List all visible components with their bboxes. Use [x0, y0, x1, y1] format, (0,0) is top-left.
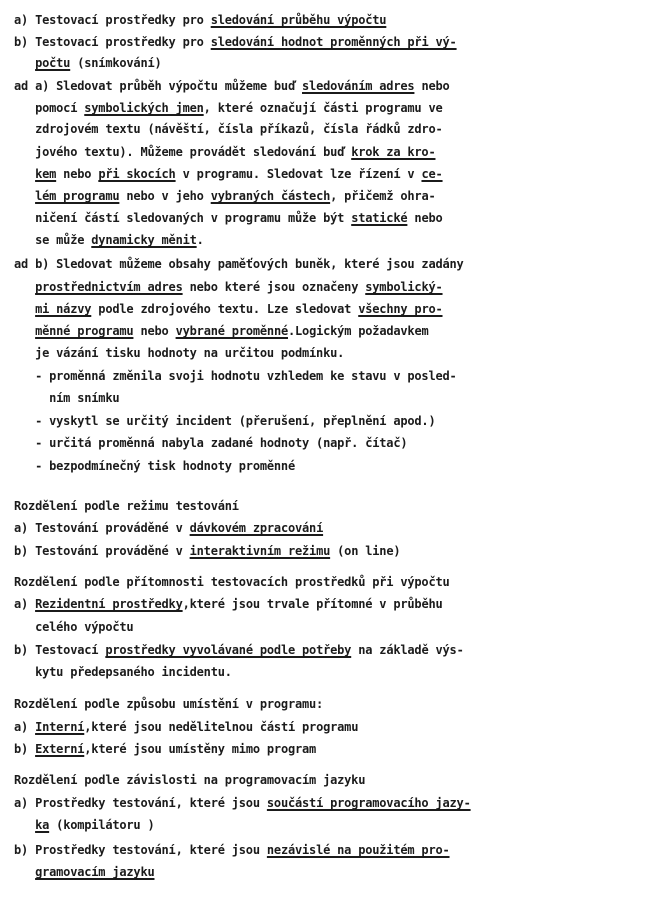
text-line [14, 119, 443, 141]
underlined-term: ka [35, 818, 50, 832]
text-segment: jového textu). Můžeme provádět sledování buď [14, 145, 352, 159]
text-segment: nebo [56, 167, 99, 181]
text-segment: , přičemž ohra- [330, 189, 436, 203]
text-segment: nebo které jsou označeny [182, 280, 366, 294]
underlined-term: gramovacím jazyku [35, 865, 155, 879]
underlined-term: prostřednictvím adres [35, 280, 183, 294]
underlined-term: krok za kro- [351, 145, 436, 159]
text-line [14, 541, 400, 563]
text-line [14, 254, 464, 276]
underlined-term: sledováním adres [302, 79, 415, 93]
underlined-term: ce- [421, 167, 443, 181]
underlined-term: počtu [35, 56, 71, 70]
text-segment: ad b) Sledovat můžeme obsahy paměťových buněk, které jsou zadány [14, 257, 464, 271]
text-line [14, 366, 457, 388]
text-line [14, 10, 386, 32]
text-line [14, 142, 435, 164]
text-segment [14, 280, 35, 294]
text-segment [14, 167, 35, 181]
text-segment: ad a) Sledovat průběh výpočtu můžeme buď [14, 79, 303, 93]
text-line [14, 518, 323, 540]
underlined-term: statické [351, 211, 408, 225]
underlined-term: kem [35, 167, 57, 181]
text-line [14, 617, 133, 639]
text-segment: (on line) [330, 544, 401, 558]
text-segment: se může [14, 233, 92, 247]
text-line [14, 840, 450, 862]
text-line [14, 815, 155, 837]
text-segment [14, 56, 35, 70]
underlined-term: lém programu [35, 189, 120, 203]
text-segment: Rozdělení podle přítomnosti testovacích prostředků při výpočtu [14, 575, 450, 589]
text-segment: a) [14, 597, 36, 611]
underlined-term: vybrané proměnné [175, 324, 288, 338]
underlined-term: Externí [35, 742, 85, 756]
text-segment: Rozdělení podle způsobu umístění v programu: [14, 697, 324, 711]
text-line [14, 321, 429, 343]
underlined-term: Interní [35, 720, 85, 734]
underlined-term: součástí programovacího jazy- [266, 796, 471, 810]
underlined-term: sledování hodnot proměnných při vý- [210, 35, 457, 49]
text-segment: Rozdělení podle závislosti na programovacím jazyku [14, 773, 366, 787]
text-segment: zdrojovém textu (návěští, čísla příkazů, čísla řádků zdro- [14, 122, 443, 136]
text-segment: ,které jsou nedělitelnou částí programu [84, 720, 359, 734]
text-segment: .Logickým požadavkem [288, 324, 429, 338]
text-line [14, 76, 450, 98]
text-segment: - bezpodmínečný tisk hodnoty proměnné [14, 459, 295, 473]
text-line [14, 594, 443, 616]
text-segment: - určitá proměnná nabyla zadané hodnoty (např. čítač) [14, 436, 408, 450]
text-line [14, 496, 239, 518]
text-segment: a) Testování prováděné v [14, 521, 190, 535]
text-line [14, 411, 435, 433]
text-segment: ním snímku [14, 391, 120, 405]
text-segment: . [196, 233, 204, 247]
text-segment: b) [14, 742, 36, 756]
text-segment: - vyskytl se určitý incident (přerušení, přeplnění apod.) [14, 414, 436, 428]
underlined-term: nezávislé na použitém pro- [266, 843, 450, 857]
text-line [14, 277, 443, 299]
text-line [14, 640, 464, 662]
underlined-term: dynamicky měnit [91, 233, 197, 247]
text-line [14, 572, 450, 594]
text-line [14, 208, 443, 230]
text-line [14, 433, 407, 455]
text-line [14, 32, 457, 54]
underlined-term: interaktivním režimu [189, 544, 331, 558]
text-segment: nebo [407, 211, 443, 225]
text-line [14, 793, 471, 815]
text-segment [14, 865, 35, 879]
text-segment [14, 302, 35, 316]
text-line [14, 388, 119, 410]
text-line [14, 343, 344, 365]
text-segment: ničení částí sledovaných v programu může být [14, 211, 352, 225]
underlined-term: symbolických jmen [84, 101, 204, 115]
text-segment: (snímkování) [70, 56, 162, 70]
underlined-term: při skocích [98, 167, 176, 181]
text-line [14, 164, 443, 186]
text-segment: podle zdrojového textu. Lze sledovat [91, 302, 359, 316]
text-line [14, 186, 436, 208]
text-line [14, 53, 162, 75]
text-segment: b) Testování prováděné v [14, 544, 190, 558]
text-segment: (kompilátoru ) [49, 818, 155, 832]
underlined-term: vybraných částech [210, 189, 331, 203]
text-segment: nebo v jeho [119, 189, 211, 203]
text-segment: b) Prostředky testování, které jsou [14, 843, 267, 857]
text-segment: a) [14, 720, 36, 734]
text-segment: b) Testovací [14, 643, 106, 657]
text-segment: kytu předepsaného incidentu. [14, 665, 232, 679]
text-segment: ,které jsou umístěny mimo program [84, 742, 317, 756]
text-line [14, 299, 443, 321]
text-segment: Rozdělení podle režimu testování [14, 499, 239, 513]
text-segment: - proměnná změnila svoji hodnotu vzhledem ke stavu v posled- [14, 369, 457, 383]
text-line [14, 717, 358, 739]
text-line [14, 456, 295, 478]
underlined-term: Rezidentní prostředky [35, 597, 183, 611]
text-segment: , které označují části programu ve [203, 101, 443, 115]
text-segment: a) Testovací prostředky pro [14, 13, 211, 27]
text-segment: pomocí [14, 101, 85, 115]
underlined-term: mi názvy [35, 302, 92, 316]
text-segment: nebo [414, 79, 450, 93]
text-segment: na základě výs- [351, 643, 464, 657]
text-line [14, 230, 204, 252]
text-line [14, 662, 232, 684]
text-line [14, 98, 443, 120]
text-line [14, 739, 316, 761]
text-line [14, 862, 155, 884]
text-segment: ,které jsou trvale přítomné v průběhu [182, 597, 443, 611]
underlined-term: dávkovém zpracování [189, 521, 324, 535]
underlined-term: všechny pro- [358, 302, 443, 316]
underlined-term: sledování průběhu výpočtu [210, 13, 387, 27]
text-segment: b) Testovací prostředky pro [14, 35, 211, 49]
text-segment: a) Prostředky testování, které jsou [14, 796, 267, 810]
text-segment [14, 818, 35, 832]
text-segment [14, 324, 35, 338]
underlined-term: symbolický- [365, 280, 443, 294]
text-segment: je vázání tisku hodnoty na určitou podmínku. [14, 346, 345, 360]
text-line [14, 694, 323, 716]
underlined-term: prostředky vyvolávané podle potřeby [105, 643, 352, 657]
text-segment: nebo [133, 324, 176, 338]
text-segment: v programu. Sledovat lze řízení v [175, 167, 422, 181]
text-segment: celého výpočtu [14, 620, 134, 634]
underlined-term: měnné programu [35, 324, 134, 338]
text-segment [14, 189, 35, 203]
text-line [14, 770, 365, 792]
